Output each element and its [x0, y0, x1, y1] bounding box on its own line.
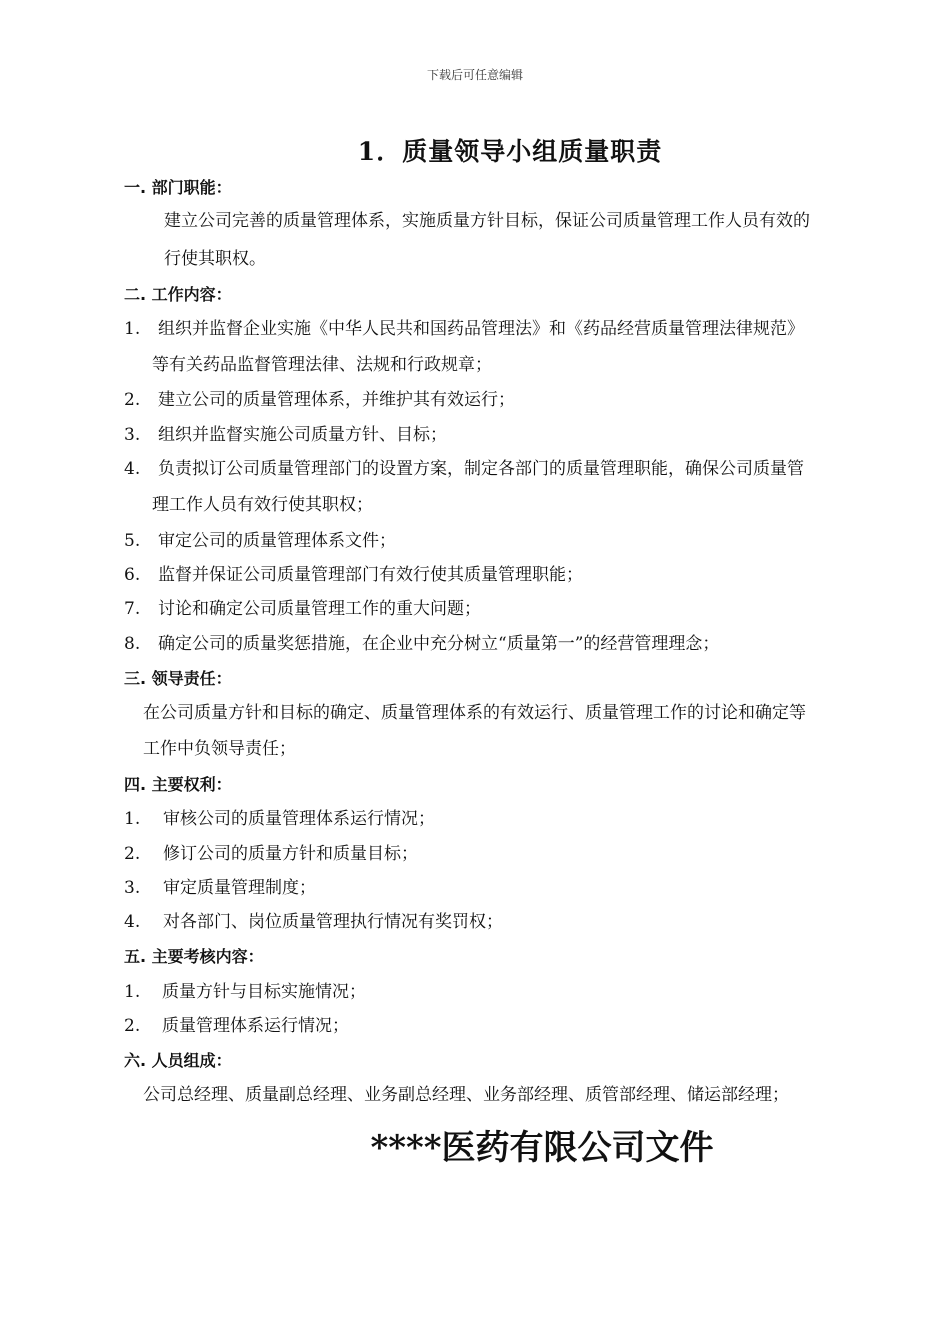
item-number: 5.: [124, 531, 141, 551]
item-text: 确定公司的质量奖惩措施，在企业中充分树立“质量第一”的经营管理理念；: [158, 634, 720, 654]
list-item: [124, 808, 435, 830]
item-text: 对各部门、岗位质量管理执行情况有奖罚权；: [163, 912, 503, 932]
section-heading-1: 一. 部门职能：: [124, 178, 232, 197]
list-item: [124, 633, 719, 655]
item-number: 4.: [124, 912, 141, 932]
list-item: [124, 911, 503, 933]
item-text: 组织并监督企业实施《中华人民共和国药品管理法》和《药品经营质量管理法律规范》: [158, 319, 804, 339]
page-header: 下载后可任意编辑: [426, 68, 523, 82]
item-number: 1.: [124, 809, 141, 829]
section-3-text-line-2: 工作中负领导责任；: [143, 739, 296, 759]
item-text: 质量管理体系运行情况；: [162, 1016, 349, 1036]
section-3-text-line-1: 在公司质量方针和目标的确定、质量管理体系的有效运行、质量管理工作的讨论和确定等: [143, 703, 806, 723]
document-title: 1．质量领导小组质量职责: [357, 137, 663, 166]
item-number: 2.: [124, 1016, 141, 1036]
list-item: [124, 458, 804, 480]
section-heading-6: 六. 人员组成：: [124, 1051, 232, 1070]
list-item: [124, 389, 515, 411]
list-item: [124, 1015, 349, 1037]
item-text: 审定质量管理制度；: [163, 878, 316, 898]
section-heading-2: 二. 工作内容：: [124, 285, 232, 304]
item-text: 监督并保证公司质量管理部门有效行使其质量管理职能；: [158, 565, 583, 585]
item-number: 4.: [124, 459, 141, 479]
item-text: 建立公司的质量管理体系，并维护其有效运行；: [158, 390, 515, 410]
list-item: [124, 598, 481, 620]
item-number: 3.: [124, 878, 141, 898]
item-text: 负责拟订公司质量管理部门的设置方案，制定各部门的质量管理职能，确保公司质量管: [158, 459, 804, 479]
section-heading-3: 三. 领导责任：: [124, 669, 232, 688]
item-number: 8.: [124, 634, 141, 654]
item-number: 1.: [124, 982, 141, 1002]
item-text: 审核公司的质量管理体系运行情况；: [163, 809, 435, 829]
section-1-text-line-1: 建立公司完善的质量管理体系，实施质量方针目标，保证公司质量管理工作人员有效的: [164, 211, 810, 231]
section-heading-4: 四. 主要权利：: [124, 775, 232, 794]
item-text: 审定公司的质量管理体系文件；: [158, 531, 396, 551]
item-number: 7.: [124, 599, 141, 619]
list-item-continuation: 等有关药品监督管理法律、法规和行政规章；: [152, 355, 492, 375]
section-heading-5: 五. 主要考核内容：: [124, 947, 264, 966]
list-item: [124, 843, 418, 865]
list-item: [124, 564, 583, 586]
item-text: 组织并监督实施公司质量方针、目标；: [158, 425, 447, 445]
section-1-text-line-2: 行使其职权。: [164, 249, 266, 269]
list-item: [124, 981, 366, 1003]
item-text: 质量方针与目标实施情况；: [162, 982, 366, 1002]
item-text: 修订公司的质量方针和质量目标；: [163, 844, 418, 864]
item-number: 6.: [124, 565, 141, 585]
item-number: 2.: [124, 390, 141, 410]
list-item: [124, 530, 396, 552]
list-item: [124, 318, 804, 340]
item-text: 讨论和确定公司质量管理工作的重大问题；: [158, 599, 481, 619]
item-number: 1.: [124, 319, 141, 339]
list-item: [124, 877, 316, 899]
item-number: 3.: [124, 425, 141, 445]
section-6-text-line-1: 公司总经理、质量副总经理、业务副总经理、业务部经理、质管部经理、储运部经理；: [143, 1085, 789, 1105]
item-number: 2.: [124, 844, 141, 864]
company-document-footer: ****医药有限公司文件: [370, 1128, 714, 1168]
list-item: [124, 424, 447, 446]
list-item-continuation: 理工作人员有效行使其职权；: [152, 495, 373, 515]
